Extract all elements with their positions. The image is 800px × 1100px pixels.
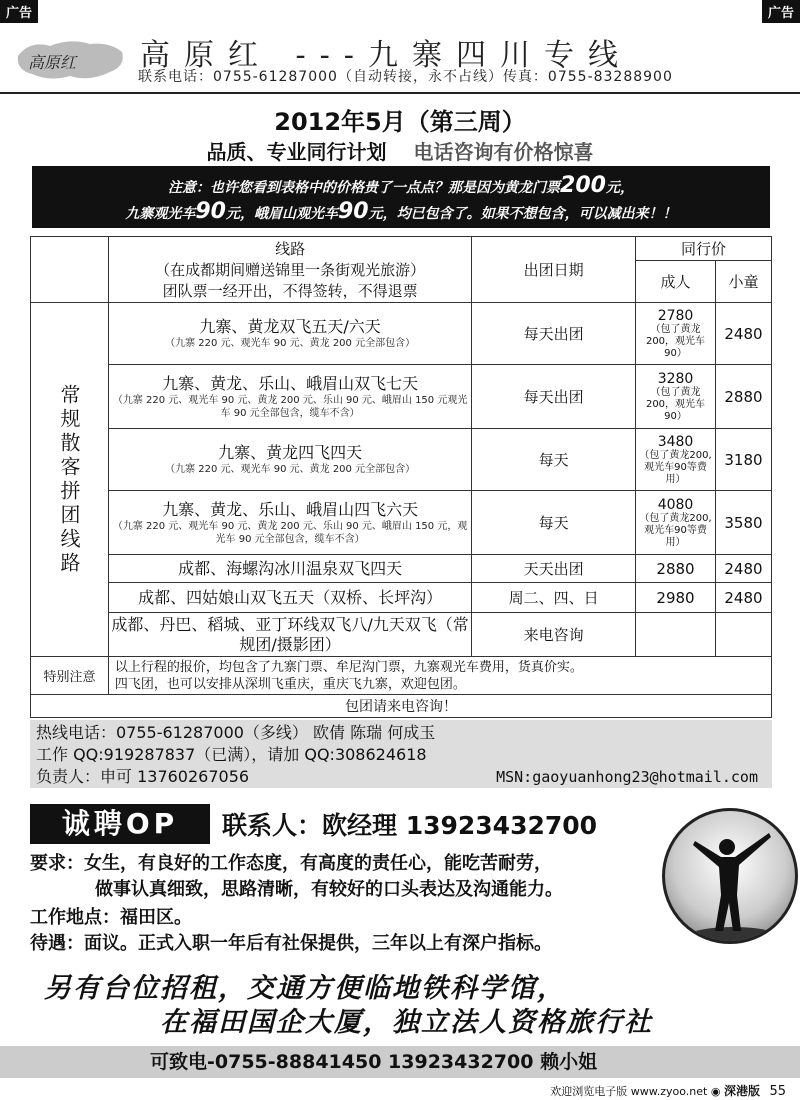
head-adult: 成人 [636,261,716,303]
routes-table [30,236,772,718]
notice-banner [32,166,770,228]
table-row: 九寨、黄龙、乐山、峨眉山四飞六天 （九寨 220 元、观光车 90 元、黄龙 200 元、乐山 90 元、峨眉山 150 元，观光车 90 元全部包含，缆车不含） 每天 4080 （包了黄龙200,观光车90等费用） 3580 [31,491,772,555]
head-date: 出团日期 [472,237,636,303]
promo-line-1: 另有台位招租，交通方便临地铁科学馆， [44,973,566,1004]
category-cell: 常规散客拼团线路 [31,303,109,657]
subline [0,136,800,165]
table-row: 九寨、黄龙、乐山、峨眉山双飞七天 （九寨 220 元、观光车 90 元、黄龙 200 元、乐山 90 元、峨眉山 150 元观光车 90 元全部包含，缆车不含） 每天出团 3280 （包了黄龙200，观光车90） 2880 [31,365,772,429]
brand-title: 高原红 ---九寨四川专线 [140,38,632,73]
special-label: 特别注意 [31,657,109,695]
msn-address: MSN:gaoyuanhong23@hotmail.com [496,768,758,786]
table-row: 成都、四姑娘山双飞五天（双桥、长坪沟） 周二、四、日 2980 2480 [31,583,772,613]
head-route: 线路 （在成都期间赠送锦里一条街观光旅游） 团队票一经开出，不得签转，不得退票 [108,237,471,303]
contact-line: 联系电话：0755-61287000（自动转接，永不占线）传真：0755-83288900 [138,69,673,85]
person-photo [662,808,798,944]
job-badge: 诚聘OP [30,804,210,844]
ad-tag-left: 广告 [0,0,38,23]
job-benefits: 待遇：面议。正式入职一年后有社保提供，三年以上有深户指标。 [30,933,552,954]
table-row: 成都、丹巴、稻城、亚丁环线双飞八/九天双飞（常规团/摄影团） 来电咨询 [31,613,772,657]
hotline-line-3: 负责人：申可 13760267056 [36,767,250,786]
edition-icon: ◉ [710,1085,721,1098]
special-note-row [31,657,772,695]
person-silhouette-icon [665,811,798,944]
table-row: 常规散客拼团线路 九寨、黄龙双飞五天/六天 （九寨 220 元、观光车 90 元、黄龙 200 元全部包含） 每天出团 2780 （包了黄龙200，观光车90） 2480 [31,303,772,365]
table-row: 九寨、黄龙四飞四天 （九寨 220 元、观光车 90 元、黄龙 200 元全部包含） 每天 3480 （包了黄龙200,观光车90等费用） 3180 [31,429,772,491]
footer-small: 欢迎浏览电子版 www.zyoo.net ◉ 深港版 55 [550,1084,786,1099]
subline-left: 品质、专业同行计划 [206,140,387,164]
headline: 2012年5月（第三周） [274,108,526,136]
logo-map-icon [10,36,130,84]
job-requirement-2: 做事认真细致，思路清晰，有较好的口头表达及沟通能力。 [95,879,563,900]
head-price: 同行价 [636,237,772,261]
job-contact: 联系人：欧经理 13923432700 [222,811,598,840]
subline-right: 电话咨询有价格惊喜 [413,140,594,164]
job-requirement-1: 要求：女生，有良好的工作态度，有高度的责任心，能吃苦耐劳， [30,853,552,874]
hotline-box [30,720,772,788]
group-call: 包团请来电咨询！ [31,695,772,718]
table-row: 成都、海螺沟冰川温泉双飞四天 天天出团 2880 2480 [31,555,772,583]
special-text: 以上行程的报价，均包含了九寨门票、牟尼沟门票，九寨观光车费用，货真价实。 四飞团，也可以安排从深圳飞重庆，重庆飞九寨，欢迎包团。 [108,657,771,695]
notice-line-1: 注意：也许您看到表格中的价格贵了一点点？那是因为黄龙门票200元， [168,173,634,198]
promo-line-2: 在福田国企大厦，独立法人资格旅行社 [160,1007,653,1038]
hotline-line-1: 热线电话：0755-61287000（多线） 欧倩 陈瑞 何成玉 [36,723,436,742]
logo-text: 高原红 [28,53,77,72]
ad-tag-right: 广告 [762,0,800,23]
header [0,22,800,94]
head-child: 小童 [715,261,771,303]
page-number: 55 [769,1084,786,1099]
job-location: 工作地点：福田区。 [30,907,192,928]
notice-line-2: 九寨观光车90元，峨眉山观光车90元，均已包含了。如果不想包含，可以减出来！！ [125,199,677,224]
footer-bar: 可致电-0755-88841450 13923432700 赖小姐 [0,1046,800,1078]
hotline-line-2: 工作 QQ:919287837（已满），请加 QQ:308624618 [36,745,427,764]
